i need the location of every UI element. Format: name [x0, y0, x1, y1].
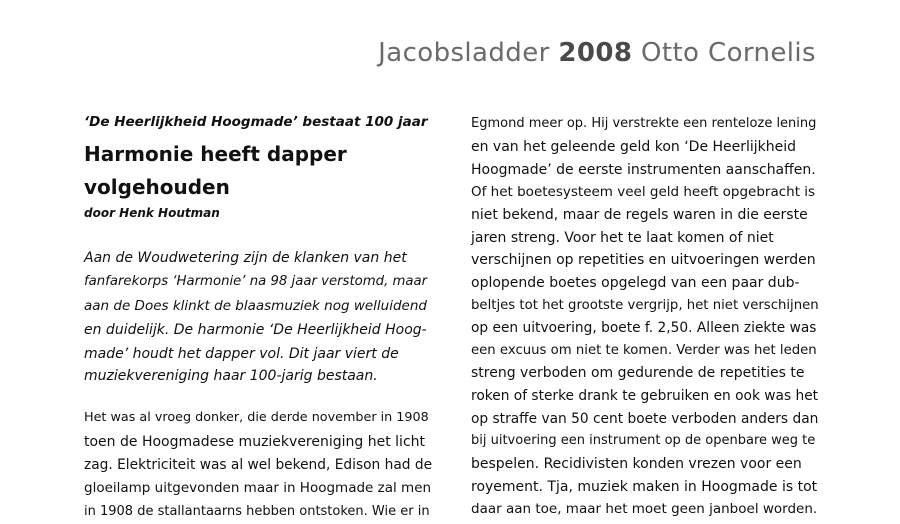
- body-line: toen de Hoogmadese muziekvereniging het licht: [84, 434, 426, 450]
- header-year: 2008: [558, 38, 633, 68]
- body-line: op een uitvoering, boete f. 2,50. Alleen ziekte was: [471, 320, 817, 336]
- body-line: Of het boetesysteem veel geld heeft opgebracht is: [471, 184, 816, 200]
- body-line: daar aan toe, maar het moet geen janboel worden.: [471, 501, 818, 517]
- header-title: Jacobsladder: [378, 38, 550, 68]
- body-line: oplopende boetes opgelegd van een paar dub-: [471, 275, 800, 291]
- intro-line: muziekvereniging haar 100-jarig bestaan.: [84, 368, 378, 384]
- header-author: Otto Cornelis: [641, 38, 816, 68]
- body-line: in 1908 de stallantaarns hebben ontstoken. Wie er in: [84, 504, 430, 519]
- body-line: niet bekend, maar de regels waren in die eerste: [471, 207, 808, 223]
- body-line: streng verboden om gedurende de repetities te: [471, 365, 805, 381]
- body-line: Hoogmade’ de eerste instrumenten aanschaffen.: [471, 162, 816, 178]
- headline-line: volgehouden: [84, 175, 230, 199]
- body-line: bespelen. Recidivisten konden vrezen voor een: [471, 456, 802, 472]
- body-line: een excuus om niet te komen. Verder was het leden: [471, 343, 817, 358]
- body-line: royement. Tja, muziek maken in Hoogmade is tot: [471, 479, 818, 495]
- body-line: gloeilamp uitgevonden maar in Hoogmade zal men: [84, 480, 432, 496]
- body-line: verschijnen op repetities en uitvoeringen werden: [471, 252, 816, 268]
- body-line: jaren streng. Voor het te laat komen of niet: [471, 230, 774, 246]
- headline-line: Harmonie heeft dapper: [84, 142, 347, 166]
- body-line: op straffe van 50 cent boete verboden anders dan: [471, 411, 819, 427]
- intro-line: made’ houdt het dapper vol. Dit jaar viert de: [84, 346, 399, 362]
- body-line: roken of sterke drank te gebruiken en ook was het: [471, 388, 819, 404]
- intro-line: en duidelijk. De harmonie ‘De Heerlijkheid Hoog-: [84, 322, 427, 338]
- body-line: bij uitvoering een instrument op de openbare weg te: [471, 433, 816, 448]
- intro-line: aan de Does klinkt de blaasmuziek nog welluidend: [84, 298, 427, 314]
- body-line: en van het geleende geld kon ‘De Heerlijkheid: [471, 139, 797, 155]
- intro-line: Aan de Woudwetering zijn de klanken van het: [84, 250, 407, 266]
- article-byline: door Henk Houtman: [84, 206, 220, 220]
- page-header: [378, 38, 816, 68]
- body-line: zag. Elektriciteit was al wel bekend, Edison had de: [84, 457, 433, 473]
- article-kicker: ‘De Heerlijkheid Hoogmade’ bestaat 100 jaar: [84, 114, 428, 130]
- body-line: Egmond meer op. Hij verstrekte een renteloze lening: [471, 116, 817, 131]
- body-line: Het was al vroeg donker, die derde november in 1908: [84, 410, 429, 425]
- intro-line: fanfarekorps ‘Harmonie’ na 98 jaar verstomd, maar: [84, 274, 428, 289]
- body-line: beltjes tot het grootste vergrijp, het niet verschijnen: [471, 298, 819, 313]
